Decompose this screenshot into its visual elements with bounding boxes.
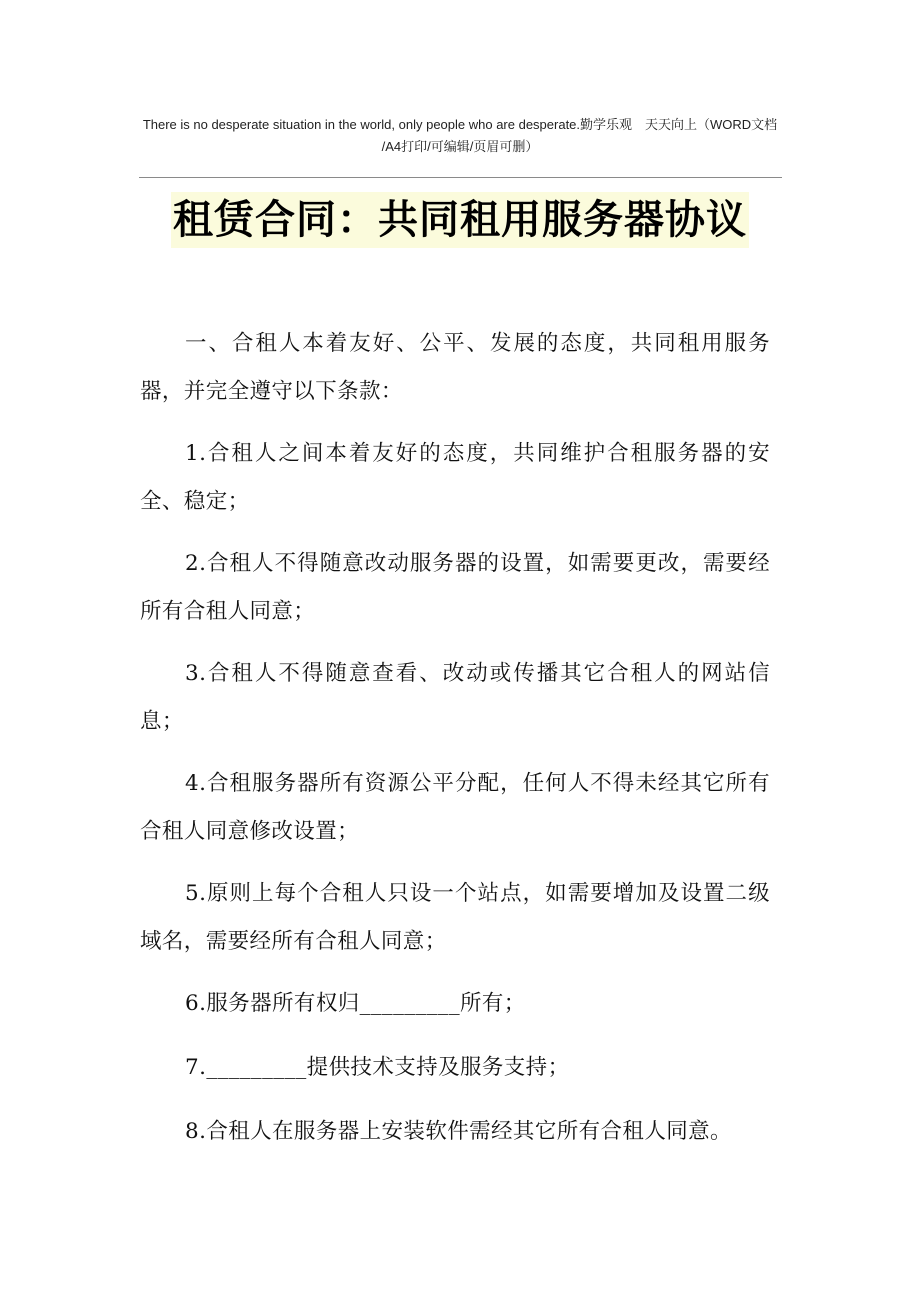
- clause-2: 2.合租人不得随意改动服务器的设置，如需要更改，需要经所有合租人同意；: [140, 551, 770, 624]
- clause-6: 6.服务器所有权归_________所有；: [185, 991, 526, 1016]
- clause-1: 1.合租人之间本着友好的态度，共同维护合租服务器的安全、稳定；: [140, 441, 770, 514]
- header-divider: [139, 177, 782, 178]
- clause-8: 8.合租人在服务器上安装软件需经其它所有合租人同意。: [185, 1119, 732, 1144]
- header-line-1: There is no desperate situation in the world, only people who are desperate.勤学乐观 天天向上（WORD文档: [142, 117, 778, 132]
- page-header: [130, 114, 790, 158]
- clause-intro: 一、合租人本着友好、公平、发展的态度，共同租用服务器，并完全遵守以下条款：: [140, 331, 770, 404]
- header-line-2: /A4打印/可编辑/页眉可删）: [381, 139, 539, 154]
- clause-5: 5.原则上每个合租人只设一个站点，如需要增加及设置二级域名，需要经所有合租人同意；: [140, 881, 770, 954]
- title-container: [0, 192, 920, 248]
- document-title: 租赁合同：共同租用服务器协议: [171, 192, 749, 248]
- document-body: [140, 320, 770, 1172]
- clause-3: 3.合租人不得随意查看、改动或传播其它合租人的网站信息；: [140, 661, 770, 734]
- clause-4: 4.合租服务器所有资源公平分配，任何人不得未经其它所有合租人同意修改设置；: [140, 771, 770, 844]
- clause-7: 7._________提供技术支持及服务支持；: [185, 1055, 570, 1080]
